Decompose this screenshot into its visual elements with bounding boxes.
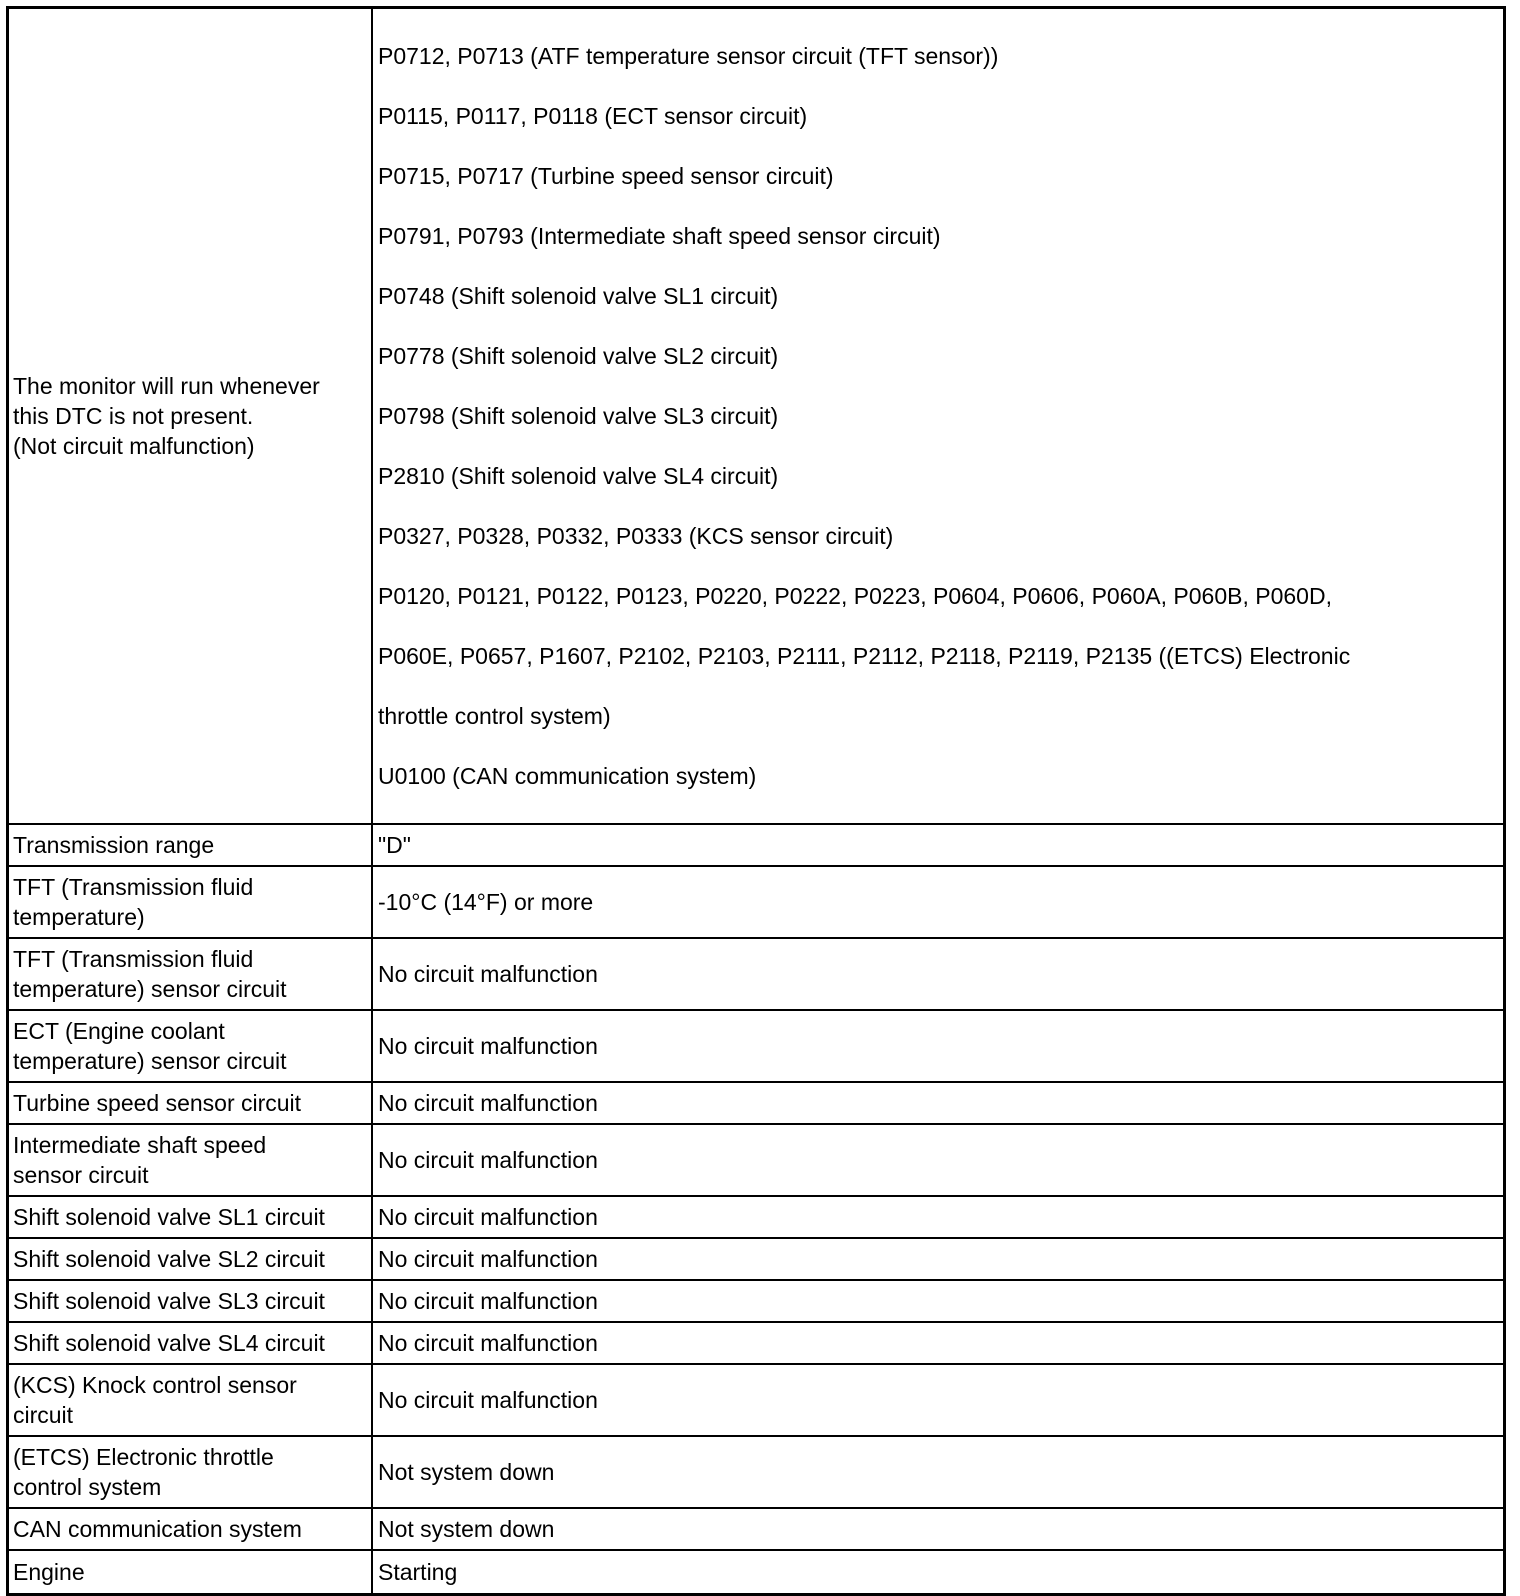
value-cell: No circuit malfunction (373, 1281, 1503, 1323)
condition-cell: (KCS) Knock control sensor circuit (9, 1365, 373, 1437)
condition-cell: Shift solenoid valve SL4 circuit (9, 1323, 373, 1365)
value-cell: Starting (378, 1558, 458, 1585)
value-cell: No circuit malfunction (373, 1239, 1503, 1281)
dtc-line: P0778 (Shift solenoid valve SL2 circuit) (378, 343, 779, 369)
condition-cell: Turbine speed sensor circuit (9, 1083, 373, 1125)
dtc-line: U0100 (CAN communication system) (378, 763, 757, 789)
condition-cell: TFT (Transmission fluid temperature) (9, 867, 373, 939)
value-cell: Not system down (373, 1437, 1503, 1509)
condition-cell: CAN communication system (9, 1509, 373, 1551)
value-cell: No circuit malfunction (373, 1197, 1503, 1239)
condition-cell: Transmission range (9, 825, 373, 867)
condition-cell: Intermediate shaft speed sensor circuit (9, 1125, 373, 1197)
dtc-line: P0791, P0793 (Intermediate shaft speed sensor circuit) (378, 223, 941, 249)
dtc-line: P0798 (Shift solenoid valve SL3 circuit) (378, 403, 779, 429)
value-cell: No circuit malfunction (373, 1365, 1503, 1437)
value-cell: "D" (373, 825, 1503, 867)
condition-cell: The monitor will run whenever this DTC is not present. (Not circuit malfunction) (9, 9, 373, 825)
value-cell: -10°C (14°F) or more (373, 867, 1503, 939)
dtc-line: P2810 (Shift solenoid valve SL4 circuit) (378, 463, 779, 489)
dtc-line: throttle control system) (378, 703, 611, 729)
value-cell: Not system down (373, 1509, 1503, 1551)
conditions-table (6, 6, 1506, 1596)
dtc-code-list (373, 9, 1503, 825)
dtc-line: P0115, P0117, P0118 (ECT sensor circuit) (378, 103, 808, 129)
dtc-line: P0715, P0717 (Turbine speed sensor circuit) (378, 163, 834, 189)
condition-cell: Engine (9, 1551, 373, 1593)
condition-cell: Shift solenoid valve SL1 circuit (9, 1197, 373, 1239)
dtc-line: P060E, P0657, P1607, P2102, P2103, P2111, P2112, P2118, P2119, P2135 ((ETCS) Electronic (378, 643, 1351, 669)
value-cell: No circuit malfunction (373, 1083, 1503, 1125)
condition-cell: TFT (Transmission fluid temperature) sensor circuit (9, 939, 373, 1011)
dtc-line: P0120, P0121, P0122, P0123, P0220, P0222, P0223, P0604, P0606, P060A, P060B, P060D, (378, 583, 1332, 609)
dtc-line: P0748 (Shift solenoid valve SL1 circuit) (378, 283, 779, 309)
condition-cell: Shift solenoid valve SL2 circuit (9, 1239, 373, 1281)
value-cell: No circuit malfunction (373, 1011, 1503, 1083)
dtc-line: P0327, P0328, P0332, P0333 (KCS sensor circuit) (378, 523, 894, 549)
condition-cell: (ETCS) Electronic throttle control system (9, 1437, 373, 1509)
value-cell: No circuit malfunction (373, 1323, 1503, 1365)
value-cell: No circuit malfunction (373, 1125, 1503, 1197)
dtc-line: P0712, P0713 (ATF temperature sensor circuit (TFT sensor)) (378, 43, 999, 69)
value-cell: No circuit malfunction (373, 939, 1503, 1011)
condition-cell: Shift solenoid valve SL3 circuit (9, 1281, 373, 1323)
condition-cell: ECT (Engine coolant temperature) sensor circuit (9, 1011, 373, 1083)
